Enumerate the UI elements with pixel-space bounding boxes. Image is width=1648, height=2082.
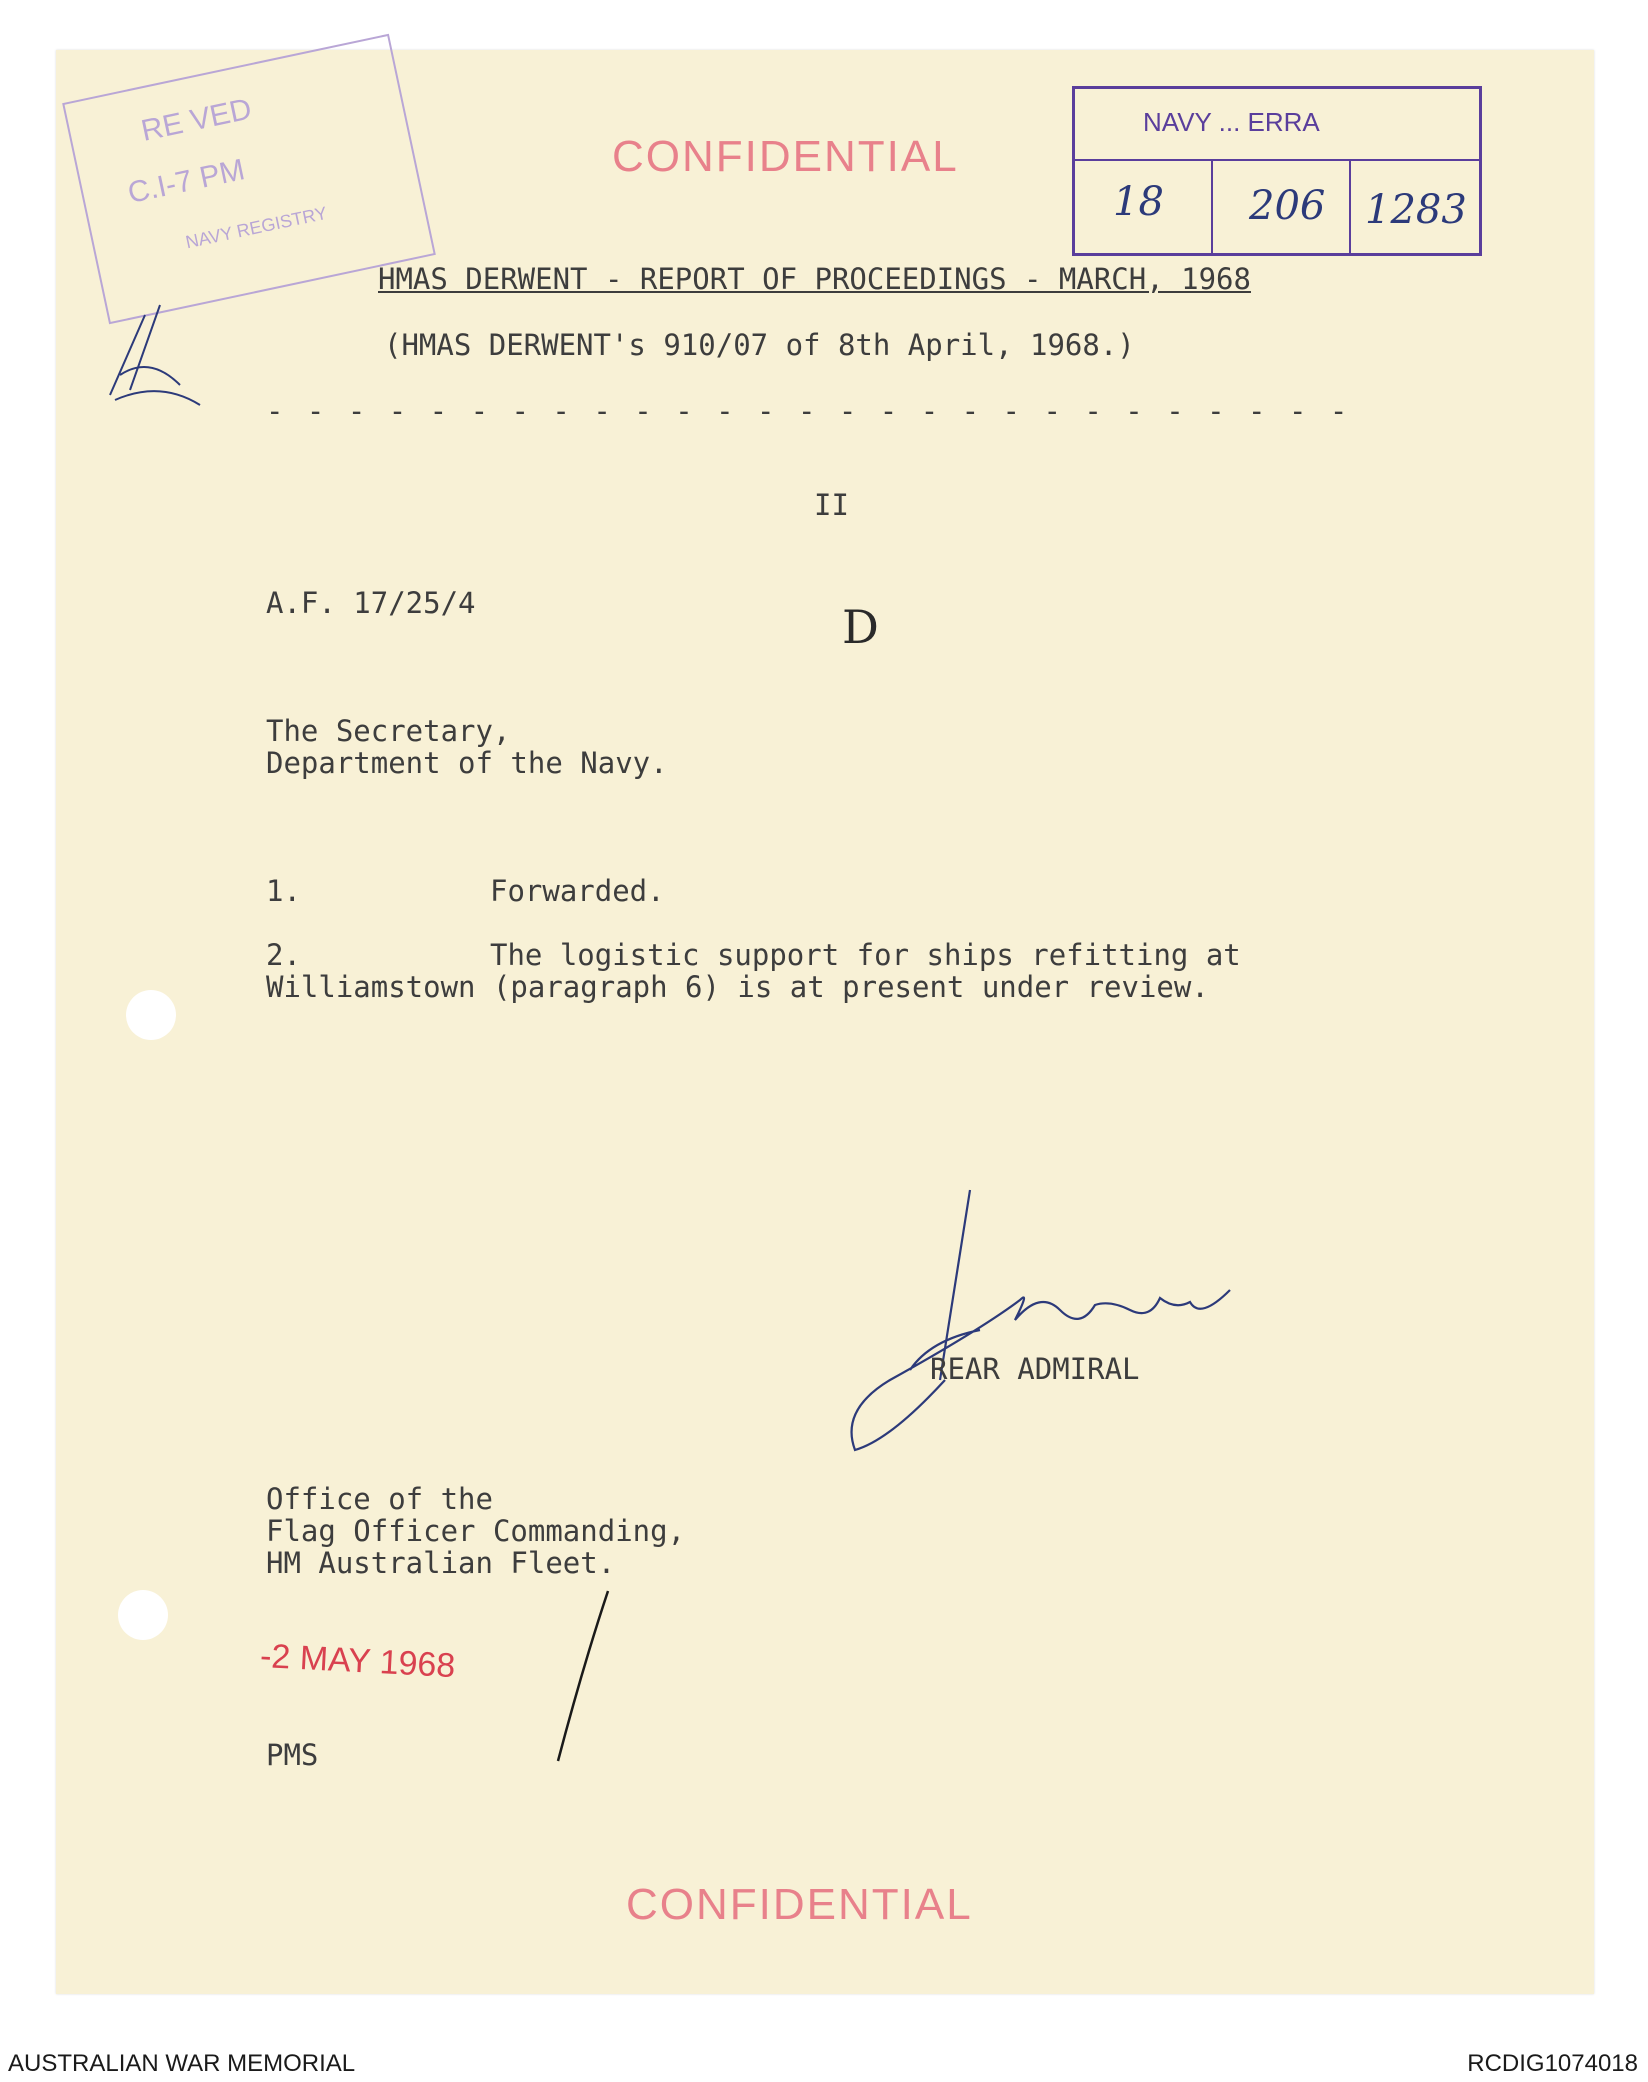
footer-identifier: RCDIG1074018 bbox=[1467, 2050, 1638, 2077]
registry-field-1: 18 bbox=[1113, 179, 1164, 225]
addressee-line2: Department of the Navy. bbox=[266, 746, 668, 780]
paragraph-2-text-line2: Williamstown (paragraph 6) is at present under review. bbox=[266, 970, 1209, 1004]
received-stamp-line2: C.I-7 PM bbox=[125, 153, 248, 211]
received-stamp-line3: NAVY REGISTRY bbox=[183, 202, 329, 253]
registry-field-3: 1283 bbox=[1365, 187, 1467, 233]
signature-title: REAR ADMIRAL bbox=[930, 1352, 1140, 1386]
registry-stamp-heading: NAVY ... ERRA bbox=[1143, 107, 1320, 137]
office-line3: HM Australian Fleet. bbox=[266, 1546, 616, 1580]
handwritten-mark: D bbox=[842, 600, 879, 654]
registry-stamp-divider bbox=[1075, 159, 1479, 161]
registry-stamp bbox=[1072, 86, 1482, 256]
registry-field-2: 206 bbox=[1249, 183, 1326, 229]
paragraph-2-text-line1: The logistic support for ships refitting at bbox=[490, 938, 1241, 972]
paragraph-2-number: 2. bbox=[266, 938, 301, 972]
confidential-stamp-bottom: CONFIDENTIAL bbox=[626, 1880, 973, 1929]
confidential-stamp-top: CONFIDENTIAL bbox=[612, 132, 959, 181]
initials-pms: PMS bbox=[266, 1738, 319, 1772]
paragraph-1-text: Forwarded. bbox=[490, 874, 665, 908]
initials-signature-top-left bbox=[100, 295, 210, 415]
page-marker: II bbox=[814, 488, 849, 522]
file-reference: A.F. 17/25/4 bbox=[266, 586, 476, 620]
registry-stamp-col-divider-2 bbox=[1349, 161, 1351, 253]
divider-line: - - - - - - - - - - - - - - - - - - - - - - - - - - - bbox=[266, 394, 1351, 428]
footer-source: AUSTRALIAN WAR MEMORIAL bbox=[8, 2050, 356, 2077]
rear-admiral-signature bbox=[830, 1180, 1270, 1460]
received-stamp-line1: RE VED bbox=[138, 92, 255, 148]
punch-hole-lower bbox=[118, 1590, 168, 1640]
document-reference: (HMAS DERWENT's 910/07 of 8th April, 1968.) bbox=[384, 328, 1135, 362]
office-line2: Flag Officer Commanding, bbox=[266, 1514, 686, 1548]
paragraph-1-number: 1. bbox=[266, 874, 301, 908]
addressee-line1: The Secretary, bbox=[266, 714, 511, 748]
office-line1: Office of the bbox=[266, 1482, 493, 1516]
date-stamp: -2 MAY 1968 bbox=[259, 1636, 457, 1686]
punch-hole-upper bbox=[126, 990, 176, 1040]
registry-stamp-col-divider-1 bbox=[1211, 161, 1213, 253]
pen-stroke bbox=[548, 1586, 618, 1766]
document-title: HMAS DERWENT - REPORT OF PROCEEDINGS - MARCH, 1968 bbox=[378, 262, 1251, 296]
